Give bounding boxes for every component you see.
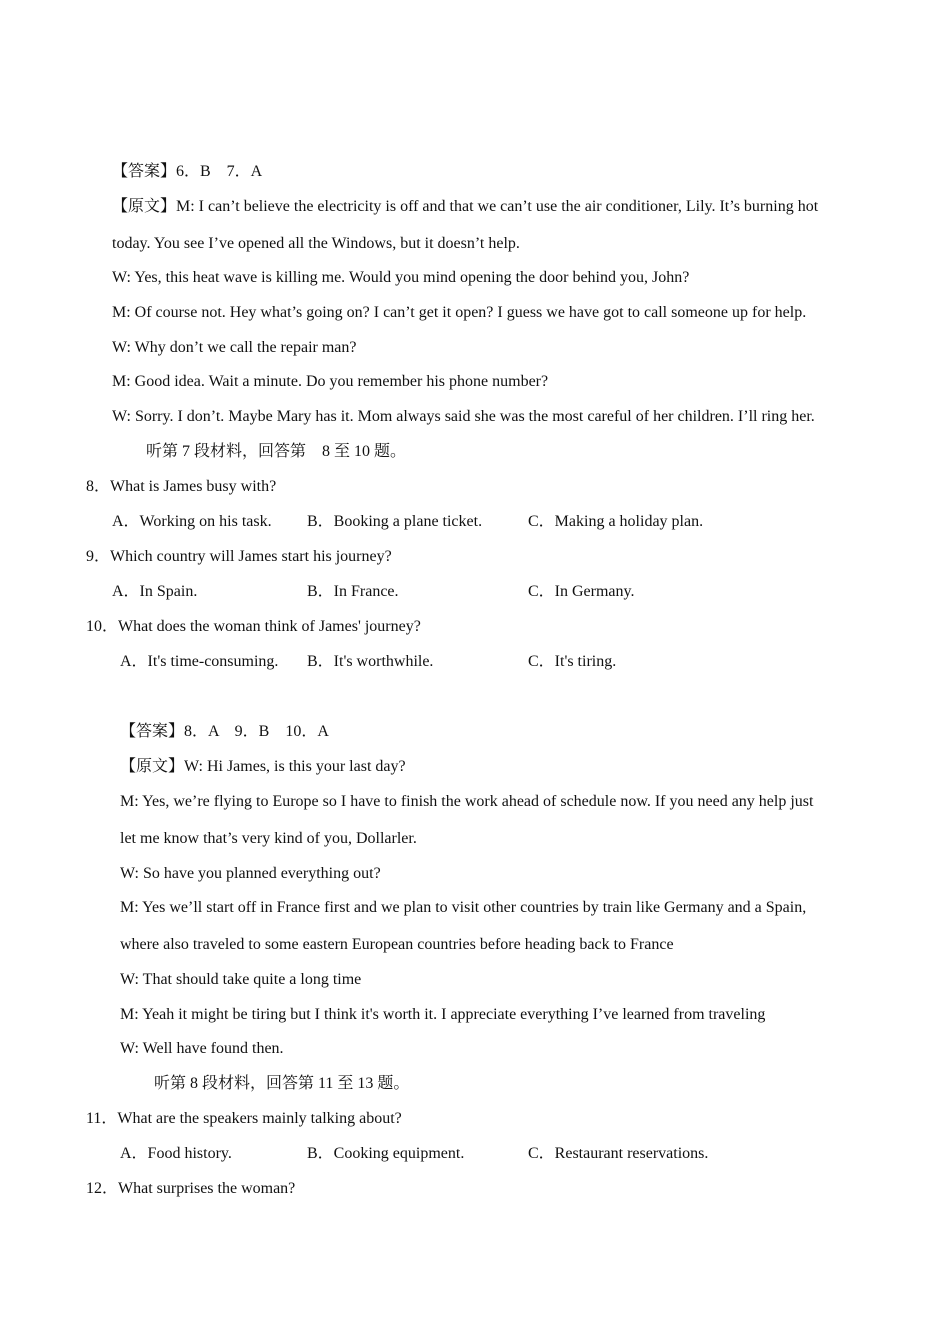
option-8c: C．Making a holiday plan. [528, 513, 704, 530]
transcript-line: W: Well have found then. [120, 1040, 284, 1057]
question-stem-9: 9．Which country will James start his journey? [86, 548, 392, 565]
option-11c: C．Restaurant reservations. [528, 1145, 709, 1162]
transcript-line: W: That should take quite a long time [120, 971, 362, 988]
answer-line-1: 【答案】6．B 7．A [112, 163, 263, 180]
transcript-line: M: Yes, we’re flying to Europe so I have to finish the work ahead of schedule now. If you need any help just [120, 793, 814, 810]
transcript-line: where also traveled to some eastern European countries before heading back to France [120, 936, 674, 953]
transcript-line: today. You see I’ve opened all the Windows, but it doesn’t help. [112, 235, 520, 252]
transcript-line: let me know that’s very kind of you, Dollarler. [120, 830, 417, 847]
option-10a: A．It's time-consuming. [120, 653, 279, 670]
transcript-line: W: Yes, this heat wave is killing me. Would you mind opening the door behind you, John? [112, 269, 690, 286]
transcript-line: W: Sorry. I don’t. Maybe Mary has it. Mom always said she was the most careful of her children. I’ll ring her. [112, 408, 815, 425]
option-9b: B．In France. [307, 583, 399, 600]
transcript-line: M: Good idea. Wait a minute. Do you remember his phone number? [112, 373, 549, 390]
transcript-line: 【原文】M: I can’t believe the electricity is off and that we can’t use the air conditioner, Lily. It’s burning hot [112, 198, 819, 215]
question-stem-11: 11．What are the speakers mainly talking about? [86, 1110, 402, 1127]
option-11b: B．Cooking equipment. [307, 1145, 465, 1162]
option-8a: A．Working on his task. [112, 513, 272, 530]
option-10b: B．It's worthwhile. [307, 653, 434, 670]
answer-line-2: 【答案】8．A 9．B 10．A [120, 723, 329, 740]
question-stem-10: 10．What does the woman think of James' journey? [86, 618, 421, 635]
section-heading-7: 听第 7 段材料，回答第 8 至 10 题。 [146, 443, 407, 460]
option-9c: C．In Germany. [528, 583, 635, 600]
option-8b: B．Booking a plane ticket. [307, 513, 483, 530]
transcript-line: M: Of course not. Hey what’s going on? I can’t get it open? I guess we have got to call someone up for help. [112, 304, 807, 321]
question-stem-12: 12．What surprises the woman? [86, 1180, 296, 1197]
question-stem-8: 8．What is James busy with? [86, 478, 277, 495]
transcript-line: 【原文】W: Hi James, is this your last day? [120, 758, 406, 775]
transcript-line: W: Why don’t we call the repair man? [112, 339, 357, 356]
option-11a: A．Food history. [120, 1145, 232, 1162]
transcript-line: M: Yes we’ll start off in France first and we plan to visit other countries by train like Germany and a Spain, [120, 899, 807, 916]
option-10c: C．It's tiring. [528, 653, 617, 670]
option-9a: A．In Spain. [112, 583, 198, 600]
section-heading-8: 听第 8 段材料，回答第 11 至 13 题。 [154, 1075, 410, 1092]
transcript-line: W: So have you planned everything out? [120, 865, 381, 882]
transcript-line: M: Yeah it might be tiring but I think it's worth it. I appreciate everything I’ve learned from traveling [120, 1006, 766, 1023]
